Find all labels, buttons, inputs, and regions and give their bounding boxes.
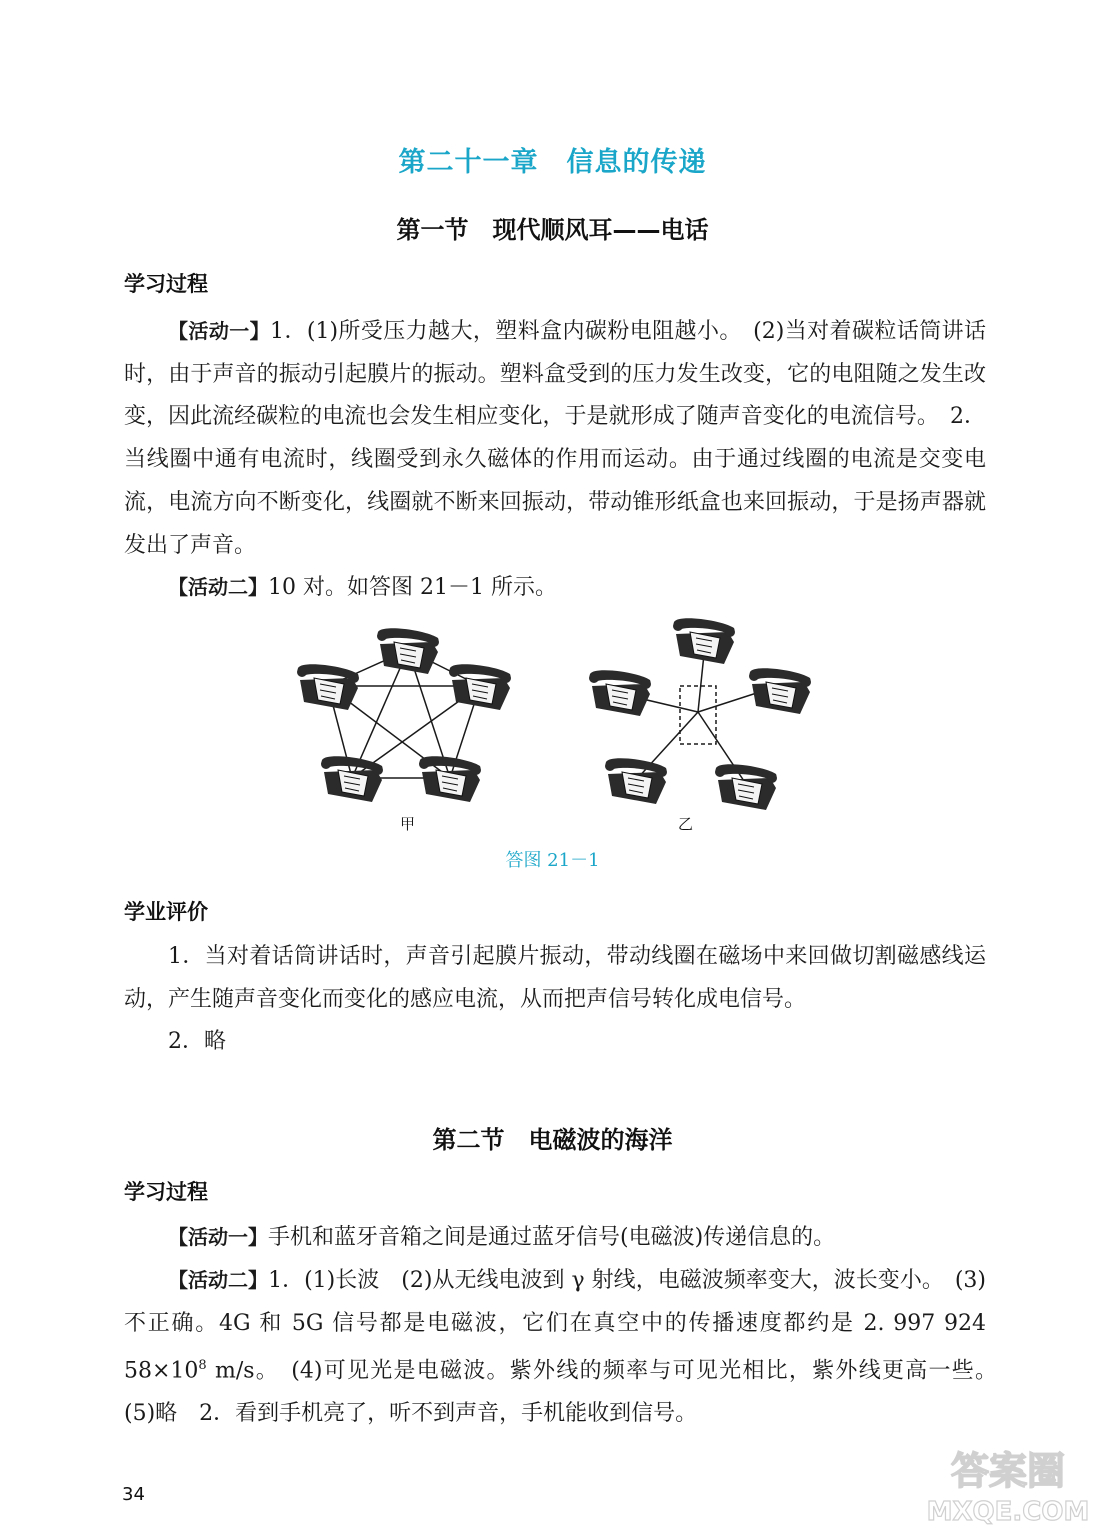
phone-icon <box>419 756 481 802</box>
exchange-box <box>680 686 716 744</box>
activity-2-paragraph <box>124 566 986 610</box>
chapter-title: 第二十一章 信息的传递 <box>398 147 707 178</box>
activity-2-tag: 【活动二】 <box>168 575 268 599</box>
evaluation-heading: 学业评价 <box>124 900 208 924</box>
figure-jia <box>297 628 511 833</box>
activity-1-tag: 【活动一】 <box>168 319 271 343</box>
section-title-2: 第二节 电磁波的海洋 <box>432 1126 673 1154</box>
activity-2-text: 10 对。如答图 21－1 所示。 <box>268 575 557 600</box>
phone-icon <box>715 764 777 810</box>
learning-process-heading-2: 学习过程 <box>124 1180 208 1204</box>
phone-icon <box>449 664 511 710</box>
section2-activity-1-tag: 【活动一】 <box>168 1225 268 1249</box>
figure-caption: 答图 21－1 <box>505 850 600 871</box>
telephone-network-figure <box>290 610 830 840</box>
svg-text:MXQE.COM: MXQE.COM <box>926 1497 1090 1527</box>
section2-activity-1-paragraph <box>124 1216 986 1260</box>
phone-icon <box>377 628 439 674</box>
watermark-logo <box>926 1438 1090 1528</box>
page-number: 34 <box>122 1484 145 1505</box>
svg-text:答案圈: 答案圈 <box>950 1449 1066 1493</box>
figure-label-jia: 甲 <box>400 815 416 833</box>
phone-icon <box>589 670 651 716</box>
section2-activity-2-tag: 【活动二】 <box>168 1268 269 1292</box>
exponent: 8 <box>198 1358 207 1374</box>
section2-activity-2-paragraph: 【活动二】1．(1)长波 (2)从无线电波到 γ 射线，电磁波频率变大，波长变小。 (3)不正确。4G 和 5G 信号都是电磁波，它们在真空中的传播速度都约是 2. 997 924 $58\times 10^8$ m/s。 (4)可见光是电磁波。紫外线的频率与可见光相比，紫外线更高一些。 (5)略 2．看到手机亮了，听不到声音，手机能收到信号。 <box>124 1268 1009 1427</box>
phone-icon <box>605 758 667 804</box>
phone-icon <box>321 756 383 802</box>
section2-activity-1-text: 手机和蓝牙音箱之间是通过蓝牙信号(电磁波)传递信息的。 <box>268 1225 836 1250</box>
phone-icon <box>749 668 811 714</box>
evaluation-item-2: 2．略 <box>168 1029 226 1054</box>
activity-1-text: 1．(1)所受压力越大，塑料盒内碳粉电阻越小。 (2)当对着碳粒话筒讲话时，由于声音的振动引起膜片的振动。塑料盒受到的压力发生改变，它的电阻随之发生改变，因此流经碳粒的电流也会发生相应变化，于是就形成了随声音变化的电流信号。 2．当线圈中通有电流时，线圈受到永久磁体的作用而运动。由于通过线圈的电流是交变电流，电流方向不断变化，线圈就不断来回振动，带动锥形纸盒也来回振动，于是扬声器就发出了声音。 <box>124 319 987 558</box>
learning-process-heading-1: 学习过程 <box>124 272 208 296</box>
evaluation-item-1: 1．当对着话筒讲话时，声音引起膜片振动，带动线圈在磁场中来回做切割磁感线运动，产生随声音变化而变化的感应电流，从而把声信号转化成电信号。 <box>124 944 986 1012</box>
figure-yi <box>589 618 811 833</box>
figure-label-yi: 乙 <box>678 815 694 833</box>
phone-icon <box>673 618 735 664</box>
section-title-1: 第一节 现代顺风耳——电话 <box>396 216 709 244</box>
phone-icon <box>297 664 359 710</box>
activity-1-paragraph <box>124 310 986 567</box>
